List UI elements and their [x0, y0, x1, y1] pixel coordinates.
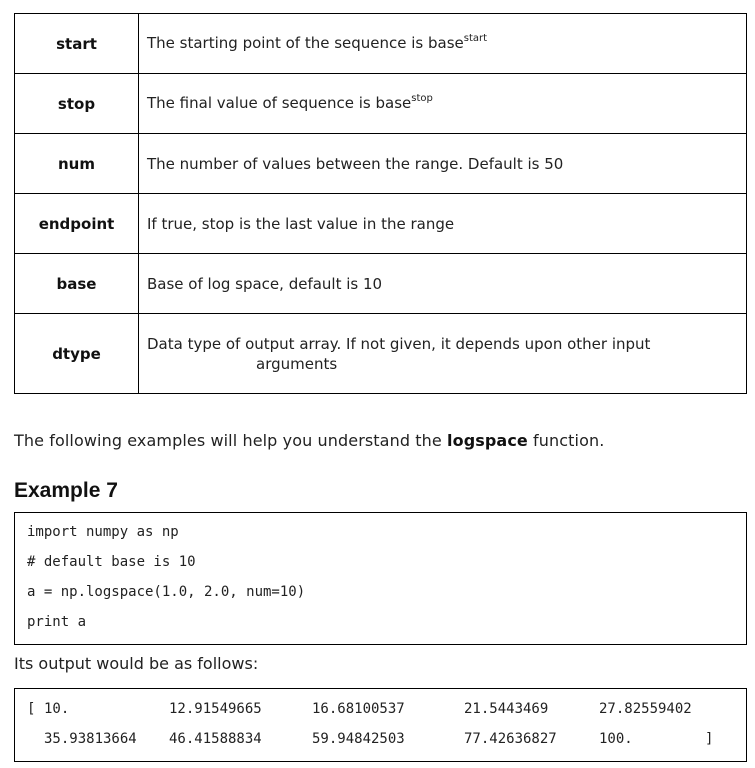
output-block: [14, 688, 747, 762]
param-description: [139, 314, 747, 394]
param-description: Base of log space, default is 10: [139, 254, 747, 314]
param-name: endpoint: [15, 194, 139, 254]
output-value: 46.41588834: [169, 731, 262, 747]
output-value: 59.94842503: [312, 731, 405, 747]
intro-function-name: logspace: [447, 431, 528, 450]
table-row: [15, 194, 747, 254]
param-description: If true, stop is the last value in the range: [139, 194, 747, 254]
param-description: [139, 74, 747, 134]
code-block: [14, 512, 747, 645]
param-name: num: [15, 134, 139, 194]
superscript: stop: [411, 92, 433, 104]
superscript: start: [463, 32, 488, 44]
param-description-text: Data type of output array. If not given, it depends upon other input: [147, 334, 651, 353]
param-name: dtype: [15, 314, 139, 394]
output-value: 27.82559402: [599, 701, 692, 717]
code-line: a = np.logspace(1.0, 2.0, num=10): [27, 584, 306, 600]
param-name: start: [15, 14, 139, 74]
output-value: 77.42636827: [464, 731, 557, 747]
table-row: [15, 14, 747, 74]
table-row: [15, 254, 747, 314]
param-description: The number of values between the range. Default is 50: [139, 134, 747, 194]
output-value: 100.: [599, 731, 633, 747]
output-value: 21.5443469: [464, 701, 549, 717]
param-description-continuation: arguments: [256, 354, 338, 373]
code-line: print a: [27, 614, 87, 630]
param-name: stop: [15, 74, 139, 134]
open-bracket: [: [27, 701, 36, 717]
close-bracket: ]: [705, 731, 714, 747]
table-row: [15, 134, 747, 194]
example-heading: Example 7: [14, 479, 118, 502]
output-value: 35.93813664: [44, 731, 137, 747]
table-row: [15, 74, 747, 134]
output-value: 10.: [44, 701, 70, 717]
output-value: 16.68100537: [312, 701, 405, 717]
param-description: [139, 14, 747, 74]
intro-text-end: function.: [527, 431, 605, 450]
param-name: base: [15, 254, 139, 314]
output-label: Its output would be as follows:: [14, 654, 259, 673]
param-description-text: The starting point of the sequence is base: [147, 33, 464, 52]
output-value: 12.91549665: [169, 701, 262, 717]
code-line: # default base is 10: [27, 554, 196, 570]
parameter-table: [14, 13, 747, 394]
intro-text: The following examples will help you understand the: [14, 431, 448, 450]
code-line: import numpy as np: [27, 524, 179, 540]
intro-paragraph: [14, 431, 604, 450]
table-row: [15, 314, 747, 394]
param-description-text: The final value of sequence is base: [147, 93, 412, 112]
